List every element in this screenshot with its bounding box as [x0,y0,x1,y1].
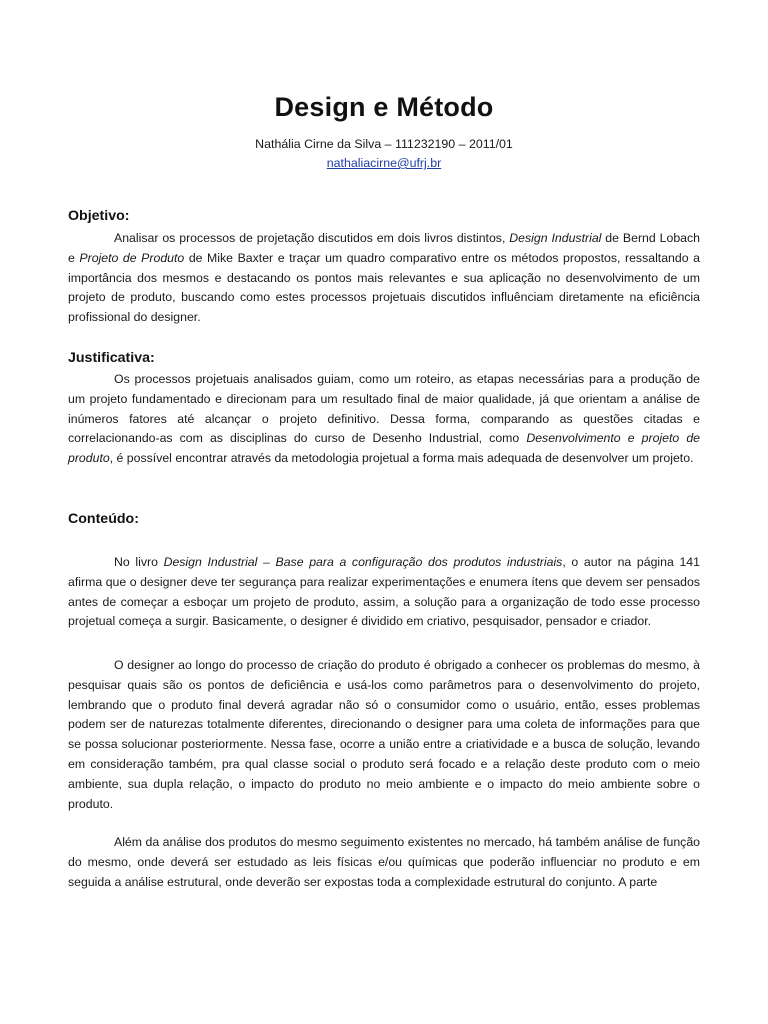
document-title: Design e Método [274,92,494,122]
text-run: de Mike Baxter e traçar um quadro comparativo entre os métodos propostos, ressaltando a importância dos mesmos e destacando os pontos mais relevantes e sua aplicação no desenvolvimento de um projeto de produto, buscando como estes processos projetuais discutidos influênciam diretamente na eficiência profissional do designer. [68,250,700,325]
heading-conteudo: Conteúdo: [68,511,139,527]
text-run: , é possível encontrar através da metodologia projetual a forma mais adequada de desenvolver um projeto. [109,451,694,466]
author-email [68,156,700,170]
heading-justificativa: Justificativa: [68,350,155,366]
paragraph-justificativa [68,370,700,469]
paragraph-objetivo [68,229,700,328]
book-title-full: Design Industrial – Base para a configuração dos produtos industriais [163,555,563,569]
text-run: de Bernd Lobach e [68,231,700,265]
author-line: Nathália Cirne da Silva – 111232190 – 2011/01 [255,137,513,151]
book-title-projeto-de-produto: Projeto de Produto [79,250,185,265]
paragraph-conteudo-3: Além da análise dos produtos do mesmo seguimento existentes no mercado, há também análise de função do mesmo, onde deverá ser estudado as leis físicas e/ou químicas que poderão influenciar no produto e em seguida a análise estrutural, onde deverão ser expostas toda a complexidade estrutural do conjunto. A parte [68,835,700,889]
paragraph-conteudo-2: O designer ao longo do processo de criação do produto é obrigado a conhecer os problemas do mesmo, à pesquisar quais são os pontos de deficiência e usá-los como parâmetros para o desenvolvimento do projeto, lembrando que o produto final deverá agradar não só o consumidor como o usuário, então, esses problemas podem ser de naturezas totalmente diferentes, direcionando o designer para uma coleta de informações para que se possa solucionar posteriormente. Nessa fase, ocorre a união entre a criatividade e a busca de solução, levando em consideração também, pra qual classe social o produto será focado e a relação deste produto com o meio ambiente, sua dupla relação, o impacto do produto no meio ambiente e o impacto do meio ambiente sobre o produto. [68,658,700,811]
text-run: Os processos projetuais analisados guiam, como um roteiro, as etapas necessárias para a produção de um projeto fundamentado e direcionam para um resultado final de maior qualidade, já que orientam a análise de inúmeros fatores até alcançar o projeto definitivo. Dessa forma, comparando as questões citadas e correlacionando-as com as disciplinas do curso de Desenho Industrial, como [68,372,700,446]
document-page [68,0,700,1024]
paragraph-conteudo-1 [68,553,700,632]
course-title: Desenvolvimento e projeto de produto [68,431,700,466]
text-run: No livro [114,555,164,569]
text-run: Analisar os processos de projetação discutidos em dois livros distintos, [114,231,510,245]
email-link[interactable]: nathaliacirne@ufrj.br [326,156,442,170]
heading-objetivo: Objetivo: [68,208,130,224]
book-title-design-industrial: Design Industrial [509,231,602,245]
text-run: , o autor na página 141 afirma que o designer deve ter segurança para realizar experimentações e enumera ítens que devem ser pensados antes de começar a esboçar um projeto de produto, assim, a solução para a organização de todo esse processo projetual começa a surgir. Basicamente, o designer é dividido em criativo, pesquisador, pensador e criador. [68,555,700,629]
